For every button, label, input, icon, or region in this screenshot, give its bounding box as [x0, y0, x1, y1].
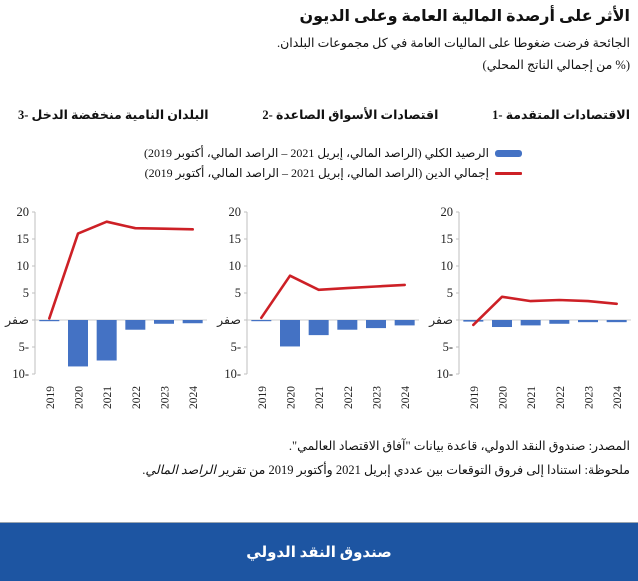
svg-text:15: 15 [440, 232, 453, 247]
svg-text:5-: 5- [230, 340, 241, 355]
line-swatch-icon [495, 172, 522, 175]
svg-text:2023: 2023 [583, 386, 596, 410]
figure-title: الأثر على أرصدة المالية العامة وعلى الديون [299, 8, 630, 25]
legend-label-balance: الرصيد الكلي (الراصد المالي، إبريل 2021 – الراصد المالي، أكتوبر 2019) [144, 146, 489, 161]
svg-text:2019: 2019 [44, 386, 57, 410]
svg-text:2019: 2019 [468, 386, 481, 410]
svg-text:2021: 2021 [102, 386, 115, 410]
svg-text:2021: 2021 [526, 386, 539, 410]
figure-unit-line: (% من إجمالي الناتج المحلي) [482, 57, 630, 72]
bar-swatch-icon [495, 150, 522, 157]
svg-text:2024: 2024 [400, 386, 413, 410]
figure-subtitle: الجائحة فرضت ضغوطا على الماليات العامة في كل مجموعات البلدان. [277, 35, 630, 50]
legend-label-debt: إجمالي الدين (الراصد المالي، إبريل 2021 – الراصد المالي، أكتوبر 2019) [144, 166, 489, 181]
chart-advanced-economies [1, 204, 213, 410]
method-note-text: ملحوظة: استنادا إلى فروق التوقعات بين عددي إبريل 2021 وأكتوبر 2019 من تقرير [215, 463, 630, 478]
svg-text:2024: 2024 [188, 386, 201, 410]
svg-text:2021: 2021 [314, 386, 327, 410]
svg-text:20: 20 [228, 205, 241, 220]
method-note [0, 458, 630, 482]
svg-text:2020: 2020 [73, 386, 86, 410]
svg-text:10: 10 [16, 259, 29, 274]
chart-legend [0, 145, 522, 182]
chart-low-income-countries [425, 204, 637, 410]
svg-text:10-: 10- [12, 367, 29, 382]
method-note-period: . [142, 463, 146, 478]
svg-text:5-: 5- [442, 340, 453, 355]
svg-text:5: 5 [446, 286, 453, 301]
svg-text:5: 5 [234, 286, 241, 301]
svg-text:صفر: صفر [5, 313, 29, 328]
svg-text:15: 15 [228, 232, 241, 247]
imf-banner-label: صندوق النقد الدولي [246, 544, 392, 561]
svg-text:2022: 2022 [130, 386, 143, 410]
panel-label-3: 3- البلدان النامية منخفضة الدخل [18, 108, 209, 123]
svg-text:20: 20 [440, 205, 453, 220]
svg-text:2020: 2020 [285, 386, 298, 410]
panel-label-row [0, 107, 638, 123]
svg-text:10: 10 [228, 259, 241, 274]
panel-label-2: 2- اقتصادات الأسواق الصاعدة [262, 108, 439, 123]
svg-text:2022: 2022 [554, 386, 567, 410]
legend-item-balance [0, 145, 522, 162]
svg-text:10: 10 [440, 259, 453, 274]
svg-text:10-: 10- [224, 367, 241, 382]
chart-emerging-markets [213, 204, 425, 410]
svg-text:صفر: صفر [429, 313, 453, 328]
legend-item-debt [0, 165, 522, 182]
svg-text:15: 15 [16, 232, 29, 247]
svg-text:5-: 5- [18, 340, 29, 355]
svg-text:5: 5 [22, 286, 29, 301]
charts-row [0, 204, 638, 410]
svg-text:2023: 2023 [371, 386, 384, 410]
svg-text:2020: 2020 [497, 386, 510, 410]
svg-text:10-: 10- [436, 367, 453, 382]
source-note: المصدر: صندوق النقد الدولي، قاعدة بيانات "آفاق الاقتصاد العالمي". [288, 439, 630, 454]
figure-header [0, 0, 638, 73]
svg-text:2022: 2022 [342, 386, 355, 410]
svg-text:2023: 2023 [159, 386, 172, 410]
svg-text:20: 20 [16, 205, 29, 220]
svg-text:2024: 2024 [612, 386, 625, 410]
footer-notes [0, 434, 638, 483]
panel-label-1: 1- الاقتصادات المتقدمة [492, 108, 630, 123]
imf-banner [0, 522, 638, 581]
svg-text:2019: 2019 [256, 386, 269, 410]
method-note-report-name: الراصد المالي [145, 463, 216, 478]
svg-text:صفر: صفر [217, 313, 241, 328]
